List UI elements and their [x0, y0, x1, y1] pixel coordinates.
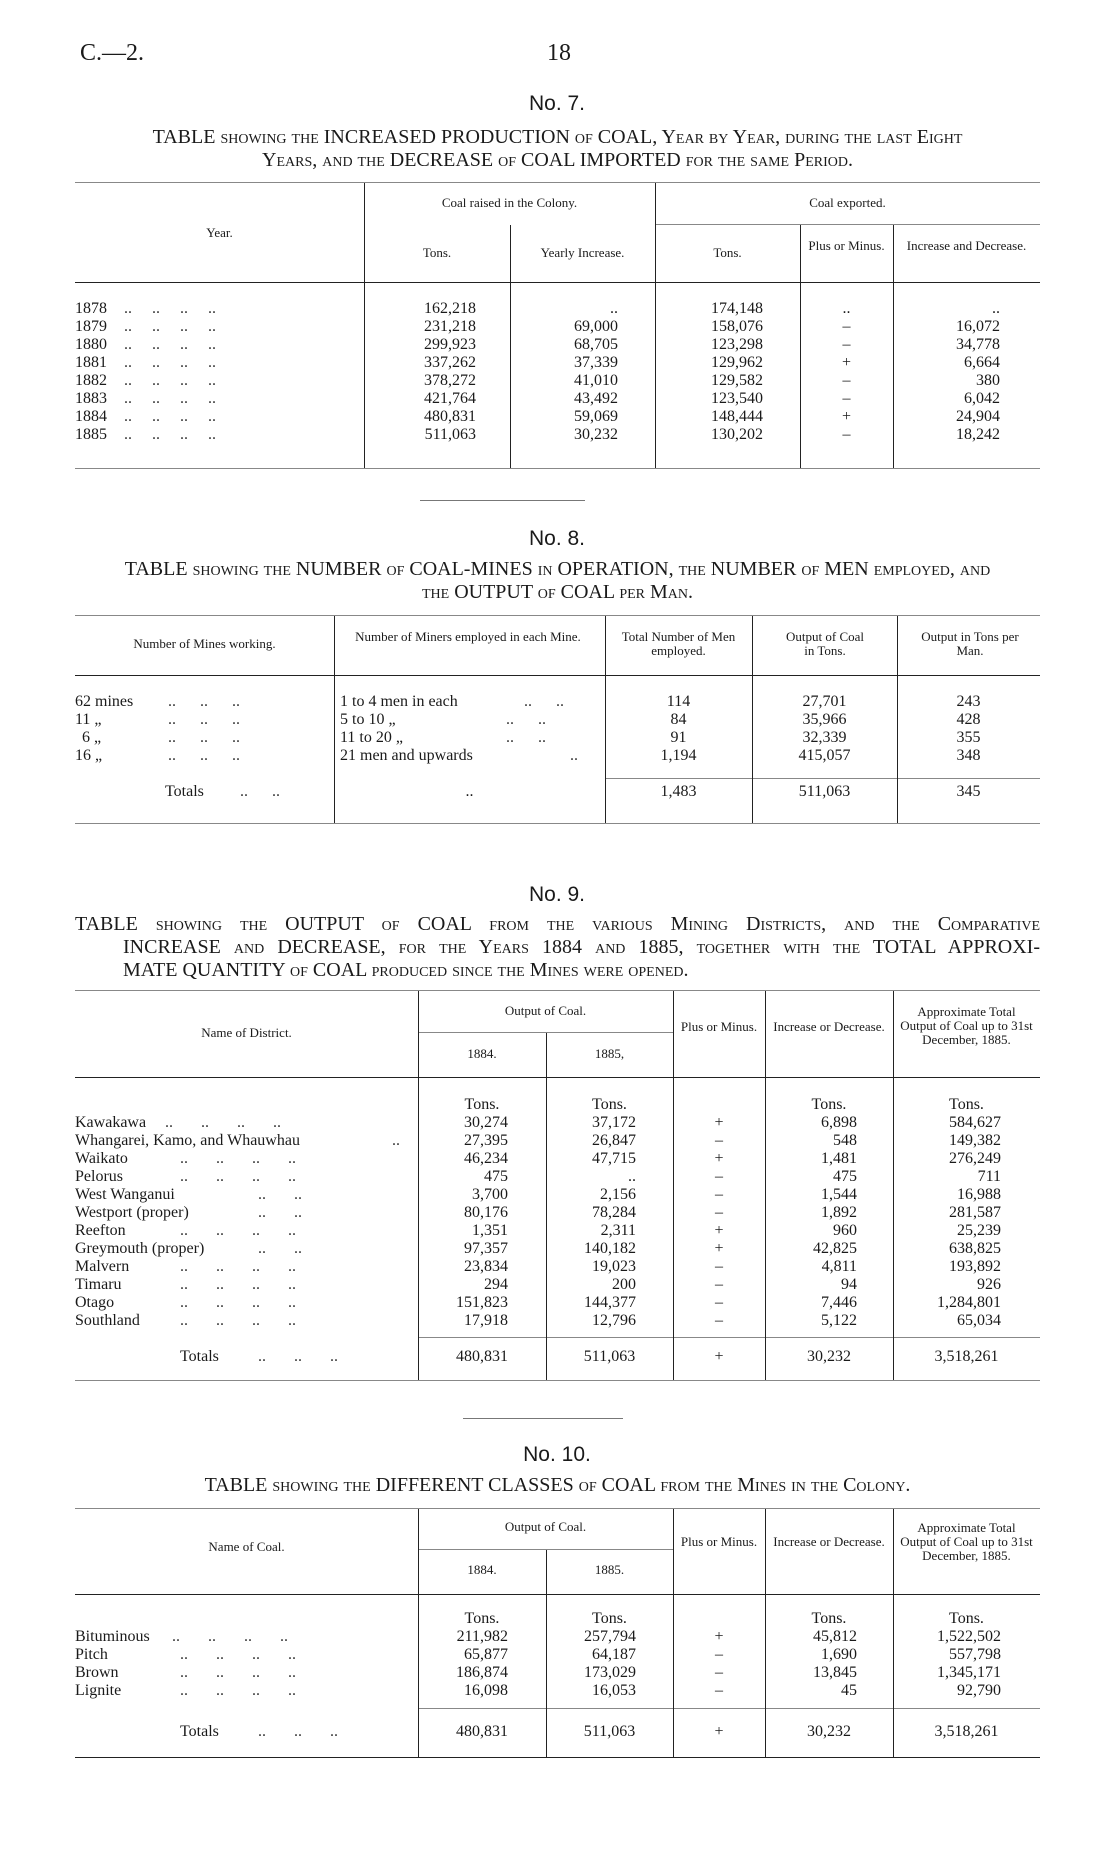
y1884-cell: 480,831	[456, 1348, 508, 1365]
y1885-cell: 2,156	[600, 1186, 636, 1203]
y1885-cell: 37,172	[592, 1114, 636, 1131]
per-man-cell: 355	[956, 729, 981, 746]
table10-caption	[75, 1474, 1040, 1497]
plus-minus-cell: +	[714, 1240, 724, 1257]
leader-dots: .. .. ..	[168, 711, 240, 728]
y1884-cell: 16,098	[464, 1682, 508, 1699]
per-man-cell: 243	[956, 693, 981, 710]
leader-dots: .. .. .. ..	[180, 1294, 296, 1311]
table7-header-plus-minus: Plus or Minus.	[808, 238, 885, 253]
y1884-cell: 65,877	[464, 1646, 508, 1663]
total-cell: 584,627	[949, 1114, 1001, 1131]
y1884-cell: 23,834	[464, 1258, 508, 1275]
table7-number: No. 7.	[528, 92, 586, 115]
mines-cell: 16 „	[75, 747, 103, 764]
raised-cell: 337,262	[424, 354, 476, 371]
total-cell: 92,790	[957, 1682, 1001, 1699]
y1885-cell: 511,063	[583, 1723, 636, 1740]
table10-caption-line: TABLE showing the DIFFERENT CLASSES of COAL from the Mines in the Colony.	[204, 1474, 911, 1496]
y1884-cell: 97,357	[464, 1240, 508, 1257]
y1885-cell: 19,023	[592, 1258, 636, 1275]
district-name-cell: Otago	[75, 1294, 115, 1311]
increase-cell: 69,000	[574, 318, 618, 335]
leader-dots: .. .. ..	[258, 1723, 338, 1740]
change-cell: 30,232	[807, 1348, 851, 1365]
leader-dots: .. .. ..	[168, 693, 240, 710]
change-cell: 548	[833, 1132, 857, 1149]
units-cell: Tons.	[592, 1096, 627, 1113]
change-cell: 4,811	[821, 1258, 857, 1275]
totals-label: Totals	[180, 1348, 219, 1365]
y1884-cell: 3,700	[472, 1186, 508, 1203]
table10-header-1885: 1885.	[594, 1562, 625, 1577]
plus-minus-cell: +	[714, 1150, 724, 1167]
y1885-cell: 511,063	[583, 1348, 636, 1365]
district-name-cell: Reefton	[75, 1222, 126, 1239]
exported-cell: 123,298	[711, 336, 763, 353]
leader-dots: .. ..	[258, 1240, 302, 1257]
change-cell: 7,446	[821, 1294, 857, 1311]
output-cell: 27,701	[802, 693, 847, 710]
y1885-cell: 200	[612, 1276, 636, 1293]
district-name-cell: Malvern	[75, 1258, 130, 1275]
district-name-cell: Pelorus	[75, 1168, 123, 1185]
coal-name-cell: Pitch	[75, 1646, 108, 1663]
district-name-cell: Waikato	[75, 1150, 128, 1167]
table7-header-raised-tons: Tons.	[422, 245, 452, 260]
table9-number: No. 9.	[528, 883, 586, 906]
total-cell: 638,825	[949, 1240, 1001, 1257]
total-cell: 1,284,801	[937, 1294, 1001, 1311]
year-cell: 1884	[75, 408, 107, 425]
men-cell: 84	[670, 711, 687, 728]
leader-dots: .. .. .. ..	[124, 354, 216, 371]
district-name-cell: Southland	[75, 1312, 140, 1329]
y1884-cell: 211,982	[456, 1628, 508, 1645]
y1885-cell: 257,794	[584, 1628, 636, 1645]
table7-bottom-rule	[75, 468, 1040, 469]
change-cell: 5,122	[821, 1312, 857, 1329]
leader-dots: .. ..	[524, 693, 564, 710]
table7-col-divider	[510, 225, 511, 468]
plus-minus-cell: –	[842, 336, 851, 353]
table9-header-rule	[75, 1077, 1040, 1078]
leader-dots: .. .. .. ..	[124, 300, 216, 317]
table7-header-subrule	[655, 224, 1040, 225]
leader-dots: .. ..	[506, 711, 546, 728]
table9-header-approx: Approximate Total Output of Coal up to 31st December, 1885.	[900, 1004, 1033, 1047]
y1884-cell: 151,823	[456, 1294, 508, 1311]
raised-cell: 299,923	[424, 336, 476, 353]
y1884-cell: 27,395	[464, 1132, 508, 1149]
output-cell: 415,057	[798, 747, 851, 764]
year-cell: 1881	[75, 354, 107, 371]
raised-cell: 421,764	[424, 390, 476, 407]
table8-header-output: Output of Coal in Tons.	[786, 629, 864, 658]
leader-dots: .. .. .. ..	[180, 1276, 296, 1293]
district-name-cell: Westport (proper)	[75, 1204, 189, 1221]
mines-cell: 6 „	[82, 729, 102, 746]
year-cell: 1883	[75, 390, 107, 407]
total-cell: 65,034	[957, 1312, 1001, 1329]
leader-dots: .. ..	[258, 1204, 302, 1221]
district-name-cell: Whangarei, Kamo, and Whauwhau	[75, 1132, 300, 1149]
table10-header-rule	[75, 1594, 1040, 1595]
change-cell: 24,904	[956, 408, 1000, 425]
change-cell: 18,242	[956, 426, 1000, 443]
plus-minus-cell: –	[842, 318, 851, 335]
change-cell: 30,232	[807, 1723, 851, 1740]
table10-header-plus-minus: Plus or Minus.	[680, 1534, 758, 1549]
y1884-cell: 30,274	[464, 1114, 508, 1131]
miners-cell: 5 to 10 „	[340, 711, 396, 728]
table8-header-miners: Number of Miners employed in each Mine.	[355, 629, 581, 644]
y1884-cell: 294	[484, 1276, 508, 1293]
leader-dots: .. .. .. ..	[124, 336, 216, 353]
plus-minus-cell: –	[715, 1204, 723, 1221]
change-cell: 42,825	[813, 1240, 857, 1257]
plus-minus-cell: –	[715, 1186, 723, 1203]
coal-name-cell: Brown	[75, 1664, 119, 1681]
increase-cell: 30,232	[574, 426, 618, 443]
y1885-cell: 144,377	[584, 1294, 636, 1311]
leader-dots: .. .. ..	[168, 747, 240, 764]
total-cell: 1,345,171	[937, 1664, 1001, 1681]
table7-top-rule	[75, 182, 1040, 183]
plus-minus-cell: ..	[842, 300, 851, 317]
miners-cell: ..	[465, 783, 474, 800]
change-cell: 1,892	[821, 1204, 857, 1221]
y1885-cell: 2,311	[600, 1222, 636, 1239]
change-cell: 94	[841, 1276, 857, 1293]
plus-minus-cell: +	[714, 1723, 724, 1740]
units-cell: Tons.	[464, 1096, 500, 1113]
mines-cell: 11 „	[75, 711, 102, 728]
change-cell: 45,812	[813, 1628, 857, 1645]
table7-caption-line: TABLE showing the INCREASED PRODUCTION of COAL, Year by Year, during the last Eight	[152, 126, 963, 148]
exported-cell: 123,540	[711, 390, 763, 407]
increase-cell: 41,010	[574, 372, 618, 389]
y1884-cell: 186,874	[456, 1664, 508, 1681]
total-cell: 926	[977, 1276, 1001, 1293]
district-name-cell: West Wanganui	[75, 1186, 175, 1203]
table7-header-raised: Coal raised in the Colony.	[441, 195, 578, 210]
y1885-cell: 140,182	[584, 1240, 636, 1257]
plus-minus-cell: +	[714, 1222, 724, 1239]
section-divider	[463, 1418, 623, 1419]
y1885-cell: 47,715	[592, 1150, 636, 1167]
plus-minus-cell: –	[842, 426, 851, 443]
year-cell: 1882	[75, 372, 107, 389]
leader-dots: .. .. .. ..	[180, 1664, 296, 1681]
table9-header-1884: 1884.	[467, 1046, 497, 1061]
leader-dots: .. .. .. ..	[180, 1258, 296, 1275]
total-cell: 557,798	[949, 1646, 1001, 1663]
increase-cell: 59,069	[574, 408, 618, 425]
table7-col-divider	[655, 183, 656, 468]
leader-dots: ..	[570, 747, 578, 764]
table10-col-divider	[893, 1509, 894, 1757]
section-divider	[420, 500, 585, 501]
coal-name-cell: Bituminous	[75, 1628, 150, 1645]
totals-label: Totals	[165, 783, 204, 800]
table9-caption-line: MATE QUANTITY of COAL produced since the Mines were opened.	[123, 959, 689, 981]
output-cell: 32,339	[802, 729, 847, 746]
units-cell: Tons.	[811, 1096, 847, 1113]
leader-dots: .. .. .. ..	[180, 1150, 296, 1167]
leader-dots: .. .. .. ..	[124, 372, 216, 389]
total-cell: 281,587	[949, 1204, 1001, 1221]
plus-minus-cell: –	[715, 1294, 723, 1311]
table9-totals-rule	[418, 1337, 1040, 1338]
change-cell: 34,778	[956, 336, 1000, 353]
plus-minus-cell: –	[715, 1312, 723, 1329]
table7-col-divider	[893, 225, 894, 468]
leader-dots: .. .. .. ..	[180, 1312, 296, 1329]
exported-cell: 158,076	[711, 318, 763, 335]
leader-dots: .. .. .. ..	[180, 1682, 296, 1699]
table10-header-name: Name of Coal.	[208, 1539, 285, 1554]
increase-cell: 37,339	[574, 354, 618, 371]
raised-cell: 511,063	[424, 426, 476, 443]
exported-cell: 129,582	[711, 372, 763, 389]
table10-header-output: Output of Coal.	[504, 1519, 587, 1534]
total-cell: 3,518,261	[934, 1723, 999, 1740]
table9-bottom-rule	[75, 1380, 1040, 1381]
mines-cell: 62 mines	[75, 693, 134, 710]
leader-dots: .. .. .. ..	[124, 318, 216, 335]
increase-cell: 43,492	[574, 390, 618, 407]
table9-caption-line: TABLE showing the OUTPUT of COAL from the various Mining Districts, and the Comparative	[75, 913, 1040, 935]
leader-dots: .. .. .. ..	[180, 1222, 296, 1239]
units-cell: Tons.	[949, 1610, 984, 1627]
table8-header-per-man: Output in Tons per Man.	[921, 629, 1019, 658]
plus-minus-cell: –	[715, 1646, 723, 1663]
table10-number: No. 10.	[523, 1443, 591, 1466]
table7-col-divider	[364, 183, 365, 468]
table8-totals-rule	[605, 778, 1040, 779]
y1884-cell: 475	[484, 1168, 508, 1185]
y1884-cell: 46,234	[464, 1150, 508, 1167]
table9-header-1885: 1885,	[594, 1046, 625, 1061]
table8-top-rule	[75, 615, 1040, 616]
per-man-cell: 348	[956, 747, 981, 764]
y1885-cell: 12,796	[592, 1312, 636, 1329]
plus-minus-cell: +	[841, 354, 852, 371]
leader-dots: .. .. .. ..	[180, 1168, 296, 1185]
plus-minus-cell: –	[715, 1276, 723, 1293]
output-cell: 511,063	[798, 783, 851, 800]
table8-header-rule	[75, 675, 1040, 676]
table10-header-inc-dec: Increase or Decrease.	[773, 1534, 885, 1549]
change-cell: 960	[833, 1222, 857, 1239]
table8-caption-line: the OUTPUT of COAL per Man.	[421, 581, 694, 603]
raised-cell: 378,272	[424, 372, 476, 389]
table10-bottom-rule	[75, 1757, 1040, 1758]
leader-dots: ..	[392, 1132, 400, 1149]
change-cell: ..	[992, 300, 1000, 317]
miners-cell: 11 to 20 „	[340, 729, 403, 746]
change-cell: 13,845	[813, 1664, 857, 1681]
exported-cell: 130,202	[711, 426, 763, 443]
year-cell: 1878	[75, 300, 107, 317]
table10-top-rule	[75, 1508, 1040, 1509]
change-cell: 1,690	[821, 1646, 857, 1663]
table9-col-divider	[893, 991, 894, 1380]
table10-col-divider	[765, 1509, 766, 1757]
leader-dots: .. ..	[506, 729, 546, 746]
exported-cell: 148,444	[711, 408, 763, 425]
y1885-cell: 64,187	[592, 1646, 636, 1663]
leader-dots: .. .. .. ..	[124, 390, 216, 407]
y1885-cell: 78,284	[592, 1204, 636, 1221]
units-cell: Tons.	[464, 1610, 500, 1627]
plus-minus-cell: +	[714, 1348, 724, 1365]
table9-header-inc-dec: Increase or Decrease.	[773, 1019, 885, 1034]
total-cell: 16,988	[957, 1186, 1001, 1203]
year-cell: 1885	[75, 426, 107, 443]
change-cell: 16,072	[956, 318, 1000, 335]
table9-col-divider	[546, 1033, 547, 1380]
table9-header-output: Output of Coal.	[504, 1003, 587, 1018]
plus-minus-cell: –	[715, 1168, 723, 1185]
change-cell: 380	[976, 372, 1000, 389]
plus-minus-cell: +	[714, 1628, 724, 1645]
leader-dots: .. ..	[240, 783, 280, 800]
leader-dots: .. .. .. ..	[180, 1646, 296, 1663]
plus-minus-cell: –	[715, 1132, 723, 1149]
table9-header-plus-minus: Plus or Minus.	[680, 1019, 758, 1034]
exported-cell: 174,148	[711, 300, 763, 317]
units-cell: Tons.	[811, 1610, 847, 1627]
table8-header-mines: Number of Mines working.	[133, 636, 276, 651]
table9-top-rule	[75, 990, 1040, 991]
table7-caption	[75, 126, 1040, 172]
total-cell: 276,249	[949, 1150, 1001, 1167]
raised-cell: 480,831	[424, 408, 476, 425]
table9-header-name: Name of District.	[201, 1025, 292, 1040]
plus-minus-cell: –	[715, 1664, 723, 1681]
y1884-cell: 80,176	[464, 1204, 508, 1221]
table9-col-divider	[765, 991, 766, 1380]
change-cell: 6,664	[964, 354, 1000, 371]
table8-caption	[75, 558, 1040, 604]
table9-caption-line: INCREASE and DECREASE, for the Years 1884 and 1885, together with the TOTAL APPROXI-	[123, 936, 1040, 958]
table8-bottom-rule	[75, 823, 1040, 824]
total-cell: 1,522,502	[937, 1628, 1001, 1645]
table7-header-exported: Coal exported.	[809, 195, 886, 210]
total-cell: 149,382	[949, 1132, 1001, 1149]
totals-label: Totals	[180, 1723, 219, 1740]
men-cell: 114	[666, 693, 691, 710]
men-cell: 1,483	[660, 783, 697, 800]
leader-dots: .. .. .. ..	[165, 1114, 281, 1131]
y1884-cell: 17,918	[464, 1312, 508, 1329]
raised-cell: 162,218	[424, 300, 476, 317]
change-cell: 1,481	[821, 1150, 857, 1167]
plus-minus-cell: +	[714, 1114, 724, 1131]
plus-minus-cell: +	[841, 408, 852, 425]
total-cell: 3,518,261	[934, 1348, 999, 1365]
increase-cell: ..	[610, 300, 618, 317]
series-reference: C.—2.	[80, 40, 145, 66]
miners-cell: 1 to 4 men in each	[340, 693, 458, 710]
leader-dots: .. .. .. ..	[124, 408, 216, 425]
leader-dots: .. .. ..	[258, 1348, 338, 1365]
coal-name-cell: Lignite	[75, 1682, 122, 1699]
change-cell: 45	[841, 1682, 857, 1699]
y1885-cell: 16,053	[592, 1682, 636, 1699]
exported-cell: 129,962	[711, 354, 763, 371]
y1885-cell: 173,029	[584, 1664, 636, 1681]
total-cell: 25,239	[957, 1222, 1001, 1239]
year-cell: 1880	[75, 336, 107, 353]
table7-header-yearly-increase: Yearly Increase.	[540, 245, 625, 260]
table10-col-divider	[418, 1509, 419, 1757]
table8-caption-line: TABLE showing the NUMBER of COAL-MINES in OPERATION, the NUMBER of MEN employed, and	[124, 558, 991, 580]
table10-header-approx: Approximate Total Output of Coal up to 31st December, 1885.	[900, 1520, 1033, 1563]
table10-totals-rule	[418, 1708, 1040, 1709]
y1884-cell: 1,351	[472, 1222, 508, 1239]
page-number: 18	[547, 40, 571, 66]
y1885-cell: 26,847	[592, 1132, 636, 1149]
table7-header-year: Year.	[206, 225, 233, 240]
per-man-cell: 345	[956, 783, 981, 800]
leader-dots: .. ..	[258, 1186, 302, 1203]
increase-cell: 68,705	[574, 336, 618, 353]
per-man-cell: 428	[956, 711, 981, 728]
change-cell: 1,544	[821, 1186, 857, 1203]
raised-cell: 231,218	[424, 318, 476, 335]
y1885-cell: ..	[628, 1168, 636, 1185]
units-cell: Tons.	[949, 1096, 984, 1113]
y1884-cell: 480,831	[456, 1723, 508, 1740]
men-cell: 1,194	[660, 747, 697, 764]
table9-caption	[75, 913, 1040, 982]
district-name-cell: Greymouth (proper)	[75, 1240, 205, 1257]
plus-minus-cell: –	[715, 1258, 723, 1275]
plus-minus-cell: –	[842, 372, 851, 389]
table7-header-exported-tons: Tons.	[713, 245, 742, 260]
table8-header-total-men: Total Number of Men employed.	[621, 629, 736, 658]
district-name-cell: Timaru	[75, 1276, 122, 1293]
year-cell: 1879	[75, 318, 107, 335]
miners-cell: 21 men and upwards	[340, 747, 473, 764]
total-cell: 193,892	[949, 1258, 1001, 1275]
leader-dots: .. .. .. ..	[124, 426, 216, 443]
plus-minus-cell: –	[715, 1682, 723, 1699]
men-cell: 91	[670, 729, 687, 746]
change-cell: 6,898	[821, 1114, 857, 1131]
table7-caption-line: Years, and the DECREASE of COAL IMPORTED for the same Period.	[262, 149, 853, 171]
units-cell: Tons.	[592, 1610, 627, 1627]
table8-number: No. 8.	[528, 527, 586, 550]
table7-header-rule	[75, 282, 1040, 283]
district-name-cell: Kawakawa	[75, 1114, 147, 1131]
plus-minus-cell: –	[842, 390, 851, 407]
table7-header-inc-dec: Increase and Decrease.	[906, 238, 1027, 253]
leader-dots: .. .. .. ..	[172, 1628, 288, 1645]
leader-dots: .. .. ..	[168, 729, 240, 746]
table10-header-1884: 1884.	[467, 1562, 497, 1577]
change-cell: 6,042	[964, 390, 1000, 407]
change-cell: 475	[833, 1168, 857, 1185]
output-cell: 35,966	[802, 711, 847, 728]
total-cell: 711	[977, 1168, 1001, 1185]
